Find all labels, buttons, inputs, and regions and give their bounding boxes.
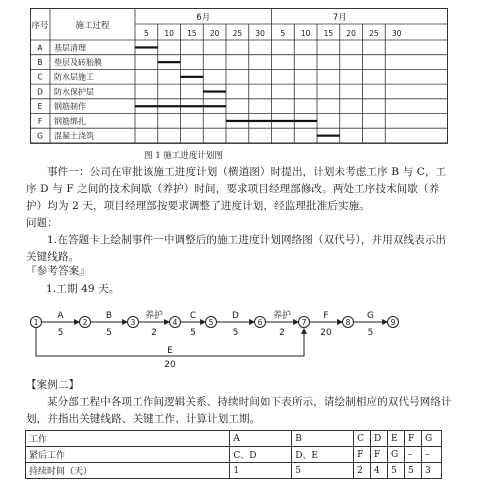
table-cell: G [421, 431, 441, 447]
table-cell: F [405, 431, 422, 447]
table-cell: 5 [292, 463, 354, 479]
header-day: 25 [369, 29, 379, 38]
edge-duration: 5 [232, 328, 239, 338]
table-cell: 4 [371, 463, 388, 479]
edge-label: G [367, 311, 374, 321]
edge-label: C [189, 311, 197, 321]
header-day: 5 [280, 29, 286, 38]
row-name: 防水保护层 [54, 87, 94, 97]
gantt-bar [135, 105, 226, 107]
table-row [26, 431, 442, 447]
table-cell: 3 [421, 463, 441, 479]
header-day: 10 [164, 29, 174, 38]
gantt-bar [317, 135, 340, 137]
case-2-text: 某分部工程中各项工作间逻辑关系、持续时间如下表所示，请绘制相应的双代号网络计划，并指出关键线路、关键工作、计算计划工期。 [26, 396, 452, 425]
table-cell: 2 [354, 463, 371, 479]
table-row-header: 紧后工作 [26, 447, 230, 463]
network-nodes [31, 317, 399, 328]
table-cell: C、D [230, 447, 292, 463]
table-cell: A [230, 431, 292, 447]
edge-duration: 20 [320, 328, 332, 338]
table-cell: B [292, 431, 354, 447]
row-name: 钢筋绑扎 [54, 116, 86, 126]
table-row [26, 463, 442, 479]
edge-duration: 20 [164, 360, 176, 370]
header-day: 20 [346, 29, 356, 38]
question-heading: 问题： [26, 217, 58, 229]
network-diagram [25, 300, 410, 370]
gantt-bar [181, 76, 204, 78]
header-day: 15 [187, 29, 197, 38]
edge-duration: 5 [190, 328, 196, 338]
gantt-bar [226, 120, 317, 122]
edge-duration: 2 [279, 328, 285, 338]
gantt-chart [30, 8, 448, 158]
gantt-bar [135, 46, 158, 48]
edge-duration: 5 [106, 328, 112, 338]
edge-label: B [105, 311, 113, 321]
node-label: 5 [208, 318, 214, 327]
edge-label: E [167, 346, 173, 356]
node-label: 1 [33, 318, 39, 327]
table-cell: 5 [405, 463, 422, 479]
row-name: 混凝土浇筑 [54, 131, 94, 141]
edge-label: 养护 [272, 311, 292, 321]
case-2-heading: 【案例二】 [26, 379, 80, 391]
table-cell: F [371, 447, 388, 463]
row-id: B [37, 57, 43, 67]
node-label: 8 [345, 318, 351, 327]
table-cell: – [405, 447, 422, 463]
table-cell: E [388, 431, 405, 447]
row-id: A [37, 43, 43, 53]
table-row-header: 工作 [26, 431, 230, 447]
gantt-bars [135, 46, 340, 136]
header-day: 30 [391, 29, 402, 38]
table-cell: 5 [388, 463, 405, 479]
header-seq: 序号 [31, 21, 49, 31]
event-1-text: 事件一：公司在审批该施工进度计划（横道图）时提出，计划未考虑工序 B 与 C，工序 D 与 F 之间的技术间歇（养护）时间，要求项目经理部修改。两处工序技术间歇（养护）均为 2 天，项目经理部按要求调整了进度计划，经监理批准后实施。 [26, 166, 447, 212]
table-cell: F [354, 447, 371, 463]
edge-duration: 2 [151, 328, 157, 338]
gantt-bar [158, 61, 181, 63]
table-cell: G [388, 447, 405, 463]
edge-label: F [323, 311, 329, 321]
row-id: F [37, 116, 43, 126]
edge-label: A [57, 311, 64, 321]
row-name: 基层清理 [54, 43, 86, 53]
table-row-header: 持续时间（天） [26, 463, 230, 479]
table-row [26, 447, 442, 463]
node-label: 3 [130, 318, 136, 327]
node-label: 9 [390, 318, 396, 327]
header-day: 25 [232, 29, 243, 38]
answer-1-text: 1.工期 49 天。 [46, 283, 120, 295]
table-cell: D、E [292, 447, 354, 463]
header-process: 施工过程 [75, 21, 110, 31]
row-id: C [37, 72, 43, 82]
edge-duration: 5 [57, 328, 64, 338]
node-label: 7 [301, 318, 307, 327]
question-1-text: 1.在答题卡上绘制事件一中调整后的施工进度计划网络图（双代号），并用双线表示出关键线路。 [26, 234, 447, 263]
row-id: G [37, 131, 43, 141]
header-month: 6月 [196, 13, 211, 23]
row-id: D [37, 87, 43, 97]
gantt-labels [31, 13, 401, 140]
node-label: 4 [172, 318, 178, 327]
table-cell: C [354, 431, 371, 447]
header-day: 30 [255, 29, 265, 38]
header-day: 15 [323, 29, 334, 38]
row-name: 防水层施工 [54, 72, 94, 82]
answer-heading: 『参考答案』 [26, 265, 90, 277]
header-day: 20 [209, 29, 220, 38]
table-cell: – [421, 447, 441, 463]
header-month: 7月 [332, 13, 347, 23]
table-cell: D [371, 431, 388, 447]
edge-duration: 5 [367, 328, 374, 338]
row-name: 垫层及砖胎膜 [54, 57, 102, 67]
edge-label: 养护 [144, 311, 164, 321]
row-id: E [37, 102, 43, 112]
header-day: 10 [300, 29, 311, 38]
figure-caption: 图 1 施工进度计划图 [144, 151, 223, 161]
gantt-bar [203, 90, 226, 92]
row-name: 钢筋制作 [54, 102, 86, 112]
table-cell: 1 [230, 463, 292, 479]
header-day: 5 [143, 29, 149, 38]
logic-table [25, 430, 442, 479]
node-label: 6 [257, 318, 263, 327]
edge-label: D [232, 311, 239, 321]
node-label: 2 [82, 318, 88, 327]
